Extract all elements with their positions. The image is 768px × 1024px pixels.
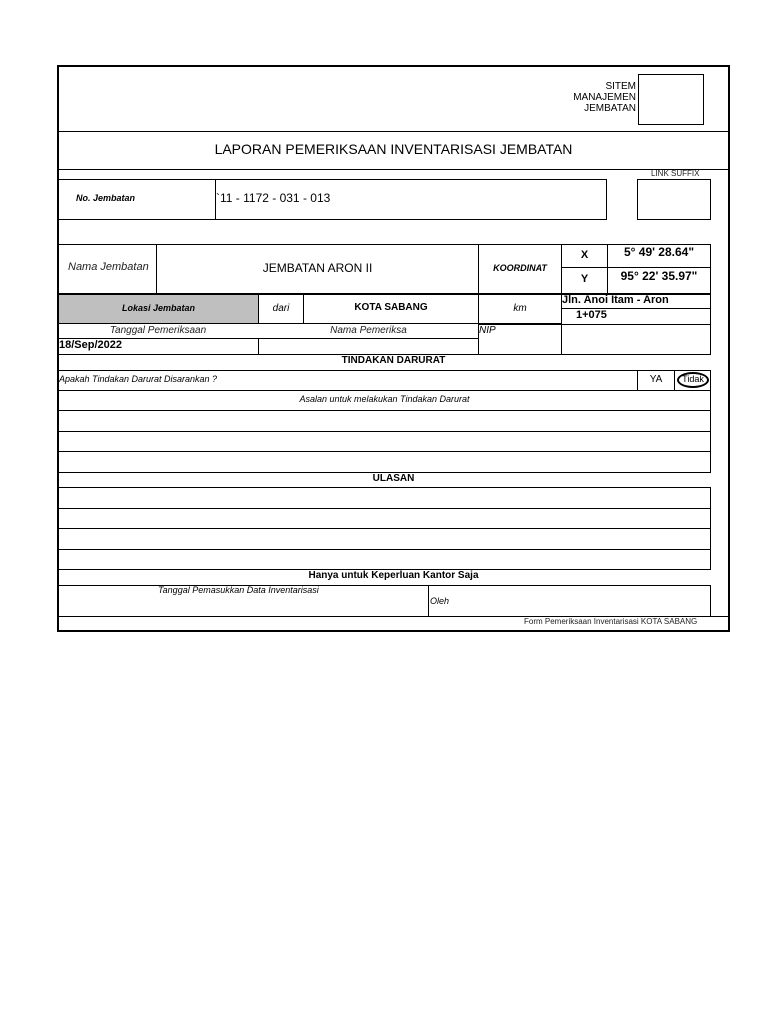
emergency-yes-option[interactable]: YA [649, 374, 663, 385]
emergency-reason-row-3[interactable] [58, 431, 711, 452]
inspection-date-value: 18/Sep/2022 [59, 339, 122, 351]
link-suffix-label: LINK SUFFIX [651, 169, 700, 178]
bridge-number-value: `11 - 1172 - 031 - 013 [216, 191, 331, 205]
emergency-reason-row-2[interactable] [58, 410, 711, 432]
emergency-no-option[interactable]: Tidak [682, 374, 704, 384]
coordinate-y-value: 95° 22' 35.97" [620, 269, 698, 283]
system-name-line3: JEMBATAN [584, 103, 636, 114]
office-by-label: Oleh [430, 596, 450, 606]
coordinate-x-value: 5° 49' 28.64" [623, 245, 695, 259]
coordinate-x-label: X [580, 249, 589, 261]
location-label: Lokasi Jembatan [121, 303, 196, 313]
inspection-date-label: Tanggal Pemeriksaan [109, 325, 207, 336]
inspector-name-cell [258, 338, 479, 355]
bridge-number-row [58, 179, 607, 220]
title-divider-bottom [58, 169, 729, 170]
nip-label: NIP [479, 325, 496, 336]
title-divider-top [58, 131, 729, 132]
bridge-name-value: JEMBATAN ARON II [262, 261, 373, 275]
emergency-reason-row-4[interactable] [58, 451, 711, 473]
location-from-value: KOTA SABANG [354, 302, 428, 313]
location-km-label: km [513, 303, 527, 314]
emergency-reason-label: Asalan untuk melakukan Tindakan Darurat [299, 394, 470, 404]
inspector-name-label: Nama Pemeriksa [330, 325, 407, 336]
review-row-3[interactable] [58, 528, 711, 550]
office-row [58, 585, 711, 617]
nip-value-cell [561, 324, 711, 355]
km-value: 1+075 [576, 309, 607, 321]
coordinate-y-label: Y [580, 273, 589, 285]
page-title: LAPORAN PEMERIKSAAN INVENTARISASI JEMBATAN [214, 141, 573, 157]
emergency-heading: TINDAKAN DARURAT [341, 355, 446, 366]
system-name-line2: MANAJEMEN [573, 92, 636, 103]
bridge-number-label: No. Jembatan [76, 193, 136, 203]
link-suffix-box [637, 179, 711, 220]
coordinate-label: KOORDINAT [493, 263, 547, 273]
review-row-1[interactable] [58, 487, 711, 509]
emergency-question: Apakah Tindakan Darurat Disarankan ? [59, 374, 218, 384]
location-from-label: dari [272, 303, 290, 314]
footer-text: Form Pemeriksaan Inventarisasi KOTA SABANG [524, 617, 698, 626]
office-heading: Hanya untuk Keperluan Kantor Saja [308, 570, 479, 581]
review-heading: ULASAN [372, 473, 415, 484]
office-entry-date-label: Tanggal Pemasukkan Data Inventarisasi [158, 585, 319, 595]
street-value: Jln. Anoi Itam - Aron [562, 294, 669, 306]
review-row-4[interactable] [58, 549, 711, 570]
system-name-line1: SITEM [605, 81, 636, 92]
office-row-divider [428, 585, 429, 617]
logo-box [638, 74, 704, 125]
bridge-name-label: Nama Jembatan [68, 261, 149, 273]
review-row-2[interactable] [58, 508, 711, 529]
